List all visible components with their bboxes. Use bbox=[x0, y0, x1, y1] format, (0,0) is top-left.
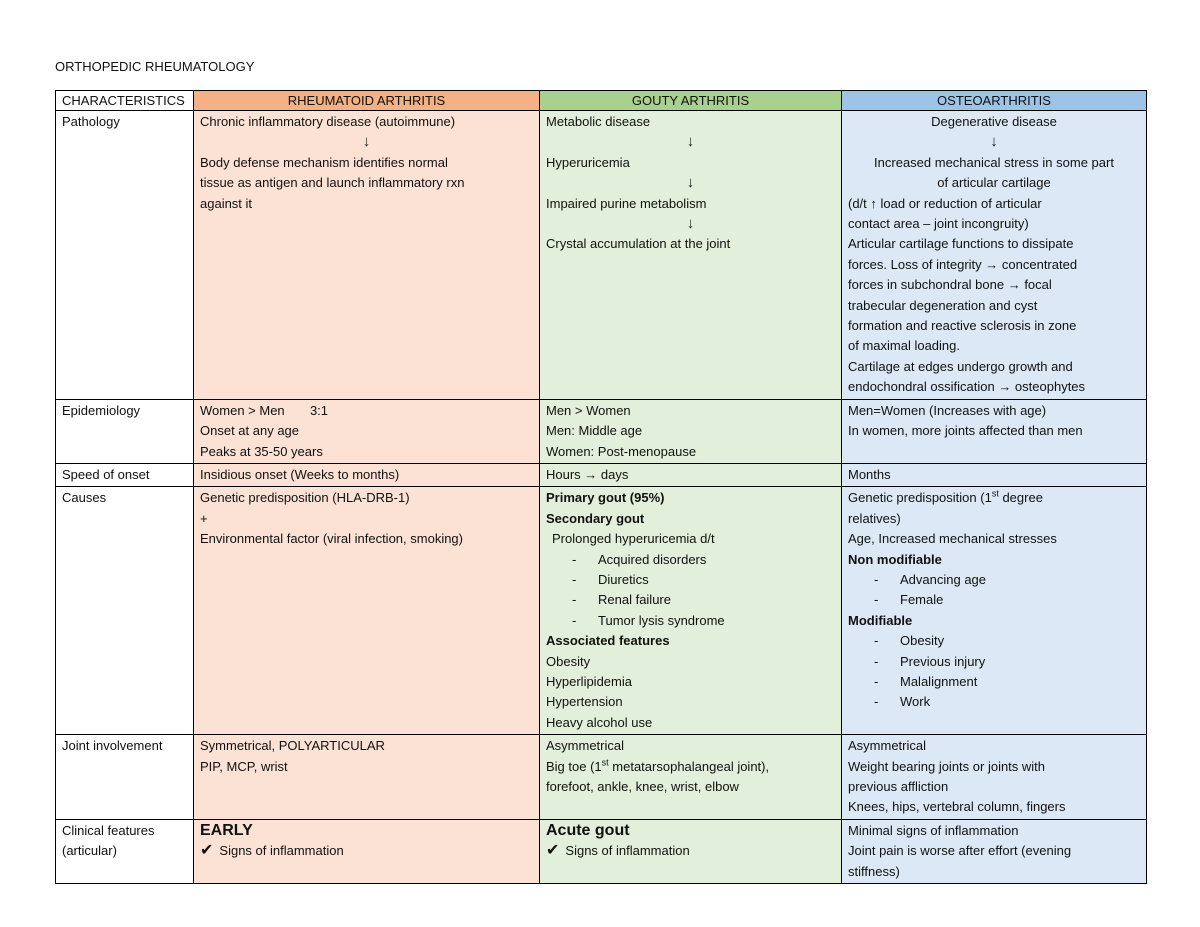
text-line: Metabolic disease bbox=[546, 114, 651, 129]
dash-bullet: - bbox=[874, 653, 879, 669]
dash-bullet: - bbox=[572, 612, 577, 628]
row-label-causes: Causes bbox=[56, 487, 194, 735]
arrow-down-icon: ↓ bbox=[686, 174, 695, 192]
text-line: Degenerative disease bbox=[931, 114, 1057, 129]
arrow-down-icon: ↓ bbox=[362, 133, 371, 151]
cell-oa-epidemiology bbox=[842, 399, 1147, 463]
row-epidemiology bbox=[56, 399, 1147, 463]
text-line bbox=[546, 757, 835, 777]
dash-bullet: - bbox=[874, 633, 879, 649]
cell-oa-causes bbox=[842, 487, 1147, 735]
cell-ra-epidemiology bbox=[194, 399, 540, 463]
text-line: against it bbox=[200, 195, 253, 211]
header-osteoarthritis: OSTEOARTHRITIS bbox=[842, 91, 1147, 111]
text-line: (d/t ↑ load or reduction of articular bbox=[848, 195, 1042, 211]
text-line: Age, Increased mechanical stresses bbox=[848, 531, 1057, 547]
text-heading: Primary gout (95%) bbox=[546, 490, 665, 506]
text-line: Women > Men 3:1 bbox=[200, 402, 329, 418]
row-clinical-features bbox=[56, 819, 1147, 883]
text-fragment: Big toe (1 bbox=[546, 758, 602, 774]
text-line: Hyperuricemia bbox=[546, 154, 630, 170]
header-row bbox=[56, 91, 1147, 111]
checkmark-icon: ✔ bbox=[200, 842, 214, 860]
text-line: In women, more joints affected than men bbox=[848, 423, 1083, 439]
text-line: Men: Middle age bbox=[546, 423, 643, 439]
list-item bbox=[546, 550, 835, 570]
dash-bullet: - bbox=[874, 673, 879, 689]
row-label-speed: Speed of onset bbox=[56, 463, 194, 486]
superscript: st bbox=[991, 488, 999, 499]
header-gouty-arthritis: GOUTY ARTHRITIS bbox=[540, 91, 842, 111]
text-line: Symmetrical, POLYARTICULAR bbox=[200, 738, 385, 754]
dash-bullet: - bbox=[874, 694, 879, 710]
text-line: Hyperlipidemia bbox=[546, 673, 632, 689]
text-line: Minimal signs of inflammation bbox=[848, 822, 1019, 838]
text-line: Body defense mechanism identifies normal bbox=[200, 154, 448, 170]
arrow-down-icon: ↓ bbox=[990, 133, 998, 151]
text-line: + bbox=[200, 510, 208, 526]
text-line: Chronic inflammatory disease (autoimmune) bbox=[200, 114, 456, 129]
row-label-pathology: Pathology bbox=[56, 111, 194, 400]
list-item-text: Malalignment bbox=[900, 673, 978, 689]
arrow-down-icon: ↓ bbox=[686, 215, 695, 233]
text-fragment: Signs of inflammation bbox=[565, 843, 690, 859]
row-label-joint: Joint involvement bbox=[56, 735, 194, 820]
header-characteristics: CHARACTERISTICS bbox=[56, 91, 194, 111]
list-item bbox=[848, 692, 1140, 712]
text-line: Women: Post-menopause bbox=[546, 443, 697, 459]
text-line: of maximal loading. bbox=[848, 338, 960, 354]
cell-gout-joint bbox=[540, 735, 842, 820]
cell-oa-speed: Months bbox=[842, 463, 1147, 486]
dash-bullet: - bbox=[572, 592, 577, 608]
text-fragment: Genetic predisposition (1 bbox=[848, 490, 992, 506]
text-heading: Associated features bbox=[546, 633, 670, 649]
list-item bbox=[546, 590, 835, 610]
text-line: Asymmetrical bbox=[546, 738, 625, 754]
row-causes bbox=[56, 487, 1147, 735]
cell-ra-clinical bbox=[194, 819, 540, 883]
arrow-down-icon: ↓ bbox=[686, 133, 695, 151]
list-item-text: Tumor lysis syndrome bbox=[598, 612, 725, 628]
text-line: Genetic predisposition (HLA-DRB-1) bbox=[200, 490, 410, 506]
text-line: contact area – joint incongruity) bbox=[848, 216, 1029, 232]
text-line: Men=Women (Increases with age) bbox=[848, 402, 1047, 418]
superscript: st bbox=[601, 757, 609, 768]
text-line: Asymmetrical bbox=[848, 738, 927, 754]
page-title: ORTHOPEDIC RHEUMATOLOGY bbox=[55, 59, 255, 74]
text-line: stiffness) bbox=[848, 863, 900, 879]
list-item bbox=[848, 672, 1140, 692]
dash-bullet: - bbox=[874, 571, 879, 587]
cell-gout-clinical bbox=[540, 819, 842, 883]
text-line: (articular) bbox=[62, 843, 117, 859]
cell-gout-speed: Hours → days bbox=[540, 463, 842, 486]
text-heading: EARLY bbox=[200, 821, 253, 839]
text-heading: Secondary gout bbox=[546, 510, 645, 526]
text-line: Environmental factor (viral infection, smoking) bbox=[200, 531, 463, 547]
checkmark-icon: ✔ bbox=[546, 842, 560, 860]
text-line: forces. Loss of integrity → concentrated bbox=[848, 256, 1078, 272]
list-item bbox=[546, 570, 835, 590]
list-item-text: Work bbox=[900, 694, 931, 710]
text-line: forefoot, ankle, knee, wrist, elbow bbox=[546, 779, 739, 794]
list-item bbox=[848, 590, 1140, 610]
list-item-text: Obesity bbox=[900, 633, 945, 649]
text-line: Men > Women bbox=[546, 402, 631, 418]
cell-gout-epidemiology bbox=[540, 399, 842, 463]
text-line: Impaired purine metabolism bbox=[546, 195, 707, 211]
text-line bbox=[848, 488, 1140, 508]
cell-gout-causes bbox=[540, 487, 842, 735]
list-item-text: Acquired disorders bbox=[598, 551, 707, 567]
dash-bullet: - bbox=[572, 551, 577, 567]
row-pathology bbox=[56, 111, 1147, 400]
text-fragment: Signs of inflammation bbox=[219, 843, 344, 859]
list-item bbox=[848, 652, 1140, 672]
text-line: Increased mechanical stress in some part bbox=[874, 154, 1114, 170]
list-item bbox=[848, 631, 1140, 651]
list-item bbox=[848, 570, 1140, 590]
list-item-text: Previous injury bbox=[900, 653, 986, 669]
text-line: endochondral ossification → osteophytes bbox=[848, 379, 1086, 395]
text-line: Clinical features bbox=[62, 822, 155, 838]
dash-bullet: - bbox=[572, 571, 577, 587]
text-line: formation and reactive sclerosis in zone bbox=[848, 318, 1077, 334]
header-rheumatoid-arthritis: RHEUMATOID ARTHRITIS bbox=[194, 91, 540, 111]
list-item-text: Renal failure bbox=[598, 592, 671, 608]
text-line: forces in subchondral bone → focal bbox=[848, 277, 1052, 293]
text-line: tissue as antigen and launch inflammatory rxn bbox=[200, 175, 465, 191]
comparison-table bbox=[55, 90, 1147, 884]
text-line: Weight bearing joints or joints with bbox=[848, 758, 1046, 774]
text-line: Joint pain is worse after effort (evening bbox=[848, 843, 1072, 859]
list-item-text: Female bbox=[900, 592, 944, 608]
text-heading: Non modifiable bbox=[848, 551, 942, 567]
cell-gout-pathology bbox=[540, 111, 842, 400]
text-heading: Modifiable bbox=[848, 612, 913, 628]
text-line: Hypertension bbox=[546, 694, 623, 710]
text-line: relatives) bbox=[848, 510, 901, 526]
text-line: PIP, MCP, wrist bbox=[200, 758, 288, 774]
cell-oa-clinical bbox=[842, 819, 1147, 883]
text-line: Heavy alcohol use bbox=[546, 714, 653, 730]
cell-oa-joint bbox=[842, 735, 1147, 820]
cell-ra-joint bbox=[194, 735, 540, 820]
text-line: Knees, hips, vertebral column, fingers bbox=[848, 799, 1066, 815]
row-joint-involvement bbox=[56, 735, 1147, 820]
text-line: Crystal accumulation at the joint bbox=[546, 236, 731, 252]
text-line: Obesity bbox=[546, 653, 591, 669]
text-fragment: metatarsophalangeal joint), bbox=[608, 758, 770, 774]
dash-bullet: - bbox=[874, 592, 879, 608]
text-line: of articular cartilage bbox=[937, 175, 1051, 191]
text-line: Onset at any age bbox=[200, 423, 300, 439]
list-item bbox=[546, 611, 835, 631]
text-line: Articular cartilage functions to dissipate bbox=[848, 236, 1074, 252]
text-line bbox=[546, 841, 835, 861]
text-line: previous affliction bbox=[848, 779, 949, 794]
row-speed-of-onset bbox=[56, 463, 1147, 486]
text-line: Cartilage at edges undergo growth and bbox=[848, 358, 1073, 374]
cell-oa-pathology bbox=[842, 111, 1147, 400]
cell-ra-speed: Insidious onset (Weeks to months) bbox=[194, 463, 540, 486]
text-line: Peaks at 35-50 years bbox=[200, 443, 323, 459]
cell-ra-causes bbox=[194, 487, 540, 735]
row-label-epidemiology: Epidemiology bbox=[56, 399, 194, 463]
list-item-text: Advancing age bbox=[900, 571, 987, 587]
text-line: trabecular degeneration and cyst bbox=[848, 297, 1038, 313]
row-label-clinical bbox=[56, 819, 194, 883]
text-fragment: degree bbox=[998, 490, 1043, 506]
list-item-text: Diuretics bbox=[598, 571, 649, 587]
cell-ra-pathology bbox=[194, 111, 540, 400]
text-line bbox=[200, 841, 533, 861]
text-heading: Acute gout bbox=[546, 821, 630, 839]
text-line: Prolonged hyperuricemia d/t bbox=[552, 531, 715, 547]
